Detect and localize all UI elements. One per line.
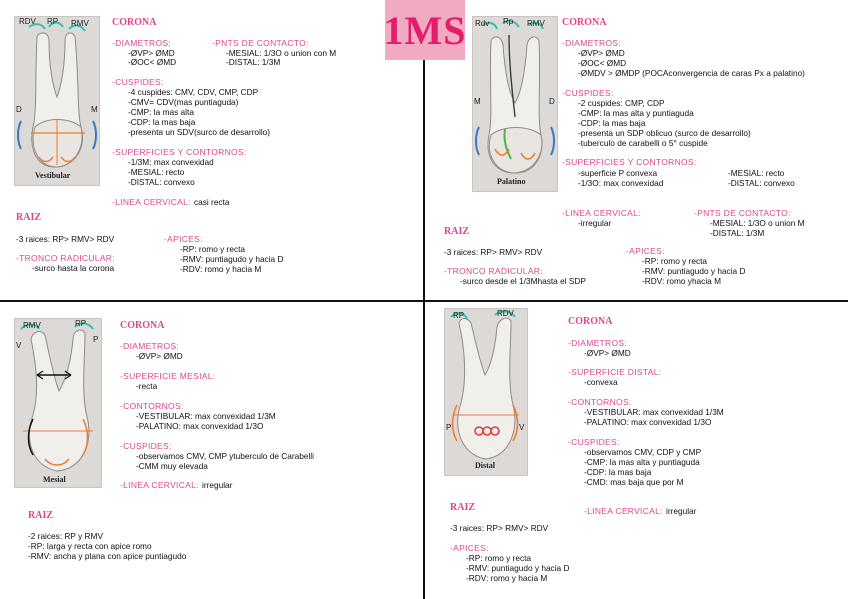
text-line: -CMM muy elevada [136,461,208,471]
text-line: -surco hasta la corona [32,263,115,273]
text-line: -DISTAL: convexo [728,178,795,188]
text-line: -ØOC< ØMD [578,58,627,68]
text-line: -CMP: la mas alta y puntiaguda [584,457,700,467]
label-rp: Rp [503,17,514,26]
title-badge-text: 1MS [383,7,467,53]
text-line: irregular [202,480,233,490]
subheading-tronco-radicular: -TRONCO RADICULAR: [16,253,115,263]
subheading-contornos: -CONTORNOS: [568,397,632,407]
tooth-drawing-distal [445,309,527,475]
text-line: -ØOC< ØMD [128,57,177,67]
image-caption: Distal [475,461,495,470]
text-line: -CMV= CDV(mas puntiaguda) [128,97,239,107]
text-line: -2 raices: RP y RMV [28,531,103,541]
tooth-drawing-palatino [473,17,557,191]
subheading-contornos: -CONTORNOS: [120,401,184,411]
label-rdv: RDV [497,309,514,318]
text-line: -observamos CMV, CMP ytuberculo de Carabelli [136,451,314,461]
label-rp: RP [453,311,465,320]
subheading-cuspides: -CUSPIDES: [562,88,614,98]
text-line: -RMV: puntiagudo y hacia D [180,254,284,264]
subheading-cuspides: -CUSPIDES: [568,437,620,447]
text-line: -RDV: romo yhacia M [642,276,721,286]
text-line: -RMV: puntiagudo y hacia D [466,563,570,573]
text-line: -MESIAL: 1/3O o union con M [226,48,337,58]
section-heading-corona: CORONA [120,320,165,331]
horizontal-divider [0,300,848,302]
subheading-apices: -APICES: [626,246,665,256]
subheading-diametros: -DIAMETROS: [568,338,628,348]
image-caption: Palatino [497,177,526,186]
section-heading-raiz: RAIZ [28,510,54,521]
label-p: P [93,335,99,344]
label-rmv: RMV [71,19,89,28]
text-line: -1/3M: max convexidad [128,157,214,167]
text-line: -CDP: la mas baja [584,467,652,477]
label-rdv: RDV [19,17,36,26]
title-badge [385,0,465,60]
subheading-superficie-mesial: -SUPERFICIE MESIAL: [120,371,216,381]
label-rmv: RMV [527,19,545,28]
label-rp: RP [75,319,87,328]
text-line: -4 cuspides: CMV, CDV, CMP, CDP [128,87,259,97]
text-line: -DISTAL: 1/3M [226,57,281,67]
text-line: -presenta un SDP oblicuo (surco de desarrollo) [578,128,751,138]
text-line: irregular [666,506,697,516]
label-v: V [519,423,525,432]
section-heading-corona: CORONA [562,17,607,28]
text-line: -3 raices: RP> RMV> RDV [16,234,115,244]
text-line: -MESIAL: recto [128,167,185,177]
text-line: -ØVP> ØMD [136,351,183,361]
text-line: -irregular [578,218,612,228]
tooth-image-mesial [14,318,102,488]
subheading-cuspides: -CUSPIDES: [120,441,172,451]
text-line: -3 raices: RP> RMV> RDV [444,247,543,257]
label-rmv: RMV [23,321,41,330]
text-line: -DISTAL: convexo [128,177,195,187]
text-line: -ØMDV > ØMDP (POCAconvergencia de caras Px a palatino) [578,68,805,78]
subheading-linea-cervical: -LINEA CERVICAL: [584,506,663,516]
text-line: -CMD: mas baja que por M [584,477,684,487]
section-heading-raiz: RAIZ [16,212,42,223]
subheading-pnts-contacto: -PNTS DE CONTACTO: [694,208,791,218]
subheading-diametros: -DIAMETROS: [120,341,180,351]
text-line: -CMP: la mas alta [128,107,194,117]
subheading-apices: -APICES: [164,234,203,244]
text-line: -MESIAL: recto [728,168,785,178]
text-line: -RP: romo y recta [180,244,246,254]
text-line: -ØVP> ØMD [128,48,175,58]
text-line: -CDP: la mas baja [578,118,646,128]
text-line: -RMV: ancha y plana con apice puntiagudo [28,551,187,561]
text-line: -ØVP> ØMD [584,348,631,358]
tooth-image-distal [444,308,528,476]
text-line: -3 raices: RP> RMV> RDV [450,523,549,533]
label-m: M [474,97,481,106]
subheading-tronco-radicular: -TRONCO RADICULAR: [444,266,543,276]
text-line: -RDV: romo y hacia M [180,264,262,274]
tooth-image-palatino [472,16,558,192]
label-rdv: Rdv [475,19,490,28]
section-heading-raiz: RAIZ [450,502,476,513]
label-v: V [16,341,22,350]
text-line: -RP: larga y recta con apice romo [28,541,152,551]
text-line: -ØVP> ØMD [578,48,625,58]
text-line: -observamos CMV, CDP y CMP [584,447,702,457]
tooth-drawing-mesial [15,319,101,487]
text-line: -2 cuspides: CMP, CDP [578,98,665,108]
text-line: -convexa [584,377,618,387]
text-line: -PALATINO: max convexidad 1/3O [584,417,712,427]
text-line: -RP: romo y recta [466,553,532,563]
text-line: -tuberculo de carabelli o 5° cuspide [578,138,708,148]
subheading-linea-cervical: -LINEA CERVICAL: [112,197,191,207]
text-line: -RP: romo y recta [642,256,708,266]
label-m: M [91,105,98,114]
text-line: -RMV: puntiagudo y hacia D [642,266,746,276]
text-line: -MESIAL: 1/3O o union M [710,218,805,228]
subheading-superficie-distal: -SUPERFICIE DISTAL: [568,367,662,377]
subheading-superficies: -SUPERFICIES Y CONTORNOS: [562,157,697,167]
label-d: D [549,97,555,106]
subheading-pnts-contacto: -PNTS DE CONTACTO: [212,38,309,48]
subheading-superficies: -SUPERFICIES Y CONTORNOS: [112,147,247,157]
tooth-drawing-vestibular [15,17,99,185]
subheading-diametros: -DIAMETROS: [112,38,172,48]
subheading-diametros: -DIAMETROS: [562,38,622,48]
text-line: -surco desde el 1/3Mhasta el SDP [460,276,586,286]
text-line: -presenta un SDV(surco de desarrollo) [128,127,271,137]
label-d: D [16,105,22,114]
text-line: -VESTIBULAR: max convexidad 1/3M [136,411,276,421]
text-line: -CDP: la mas baja [128,117,196,127]
section-heading-corona: CORONA [568,316,613,327]
image-caption: Mesial [43,475,66,484]
text-line: -CMP: la mas alta y puntiaguda [578,108,694,118]
section-heading-corona: CORONA [112,17,157,28]
label-p: P [446,423,452,432]
subheading-apices: -APICES: [450,543,489,553]
subheading-linea-cervical: -LINEA CERVICAL: [120,480,199,490]
text-line: casi recta [194,197,230,207]
tooth-image-vestibular [14,16,100,186]
text-line: -RDV: romo y hacia M [466,573,548,583]
subheading-cuspides: -CUSPIDES: [112,77,164,87]
text-line: -1/3O: max convexidad [578,178,664,188]
image-caption: Vestibular [35,171,71,180]
text-line: -VESTIBULAR: max convexidad 1/3M [584,407,724,417]
subheading-linea-cervical: -LINEA CERVICAL: [562,208,641,218]
label-rp: RP [47,17,59,26]
text-line: -recta [136,381,158,391]
text-line: -DISTAL: 1/3M [710,228,765,238]
text-line: -superficie P convexa [578,168,658,178]
section-heading-raiz: RAIZ [444,226,470,237]
text-line: -PALATINO: max convexidad 1/3O [136,421,264,431]
